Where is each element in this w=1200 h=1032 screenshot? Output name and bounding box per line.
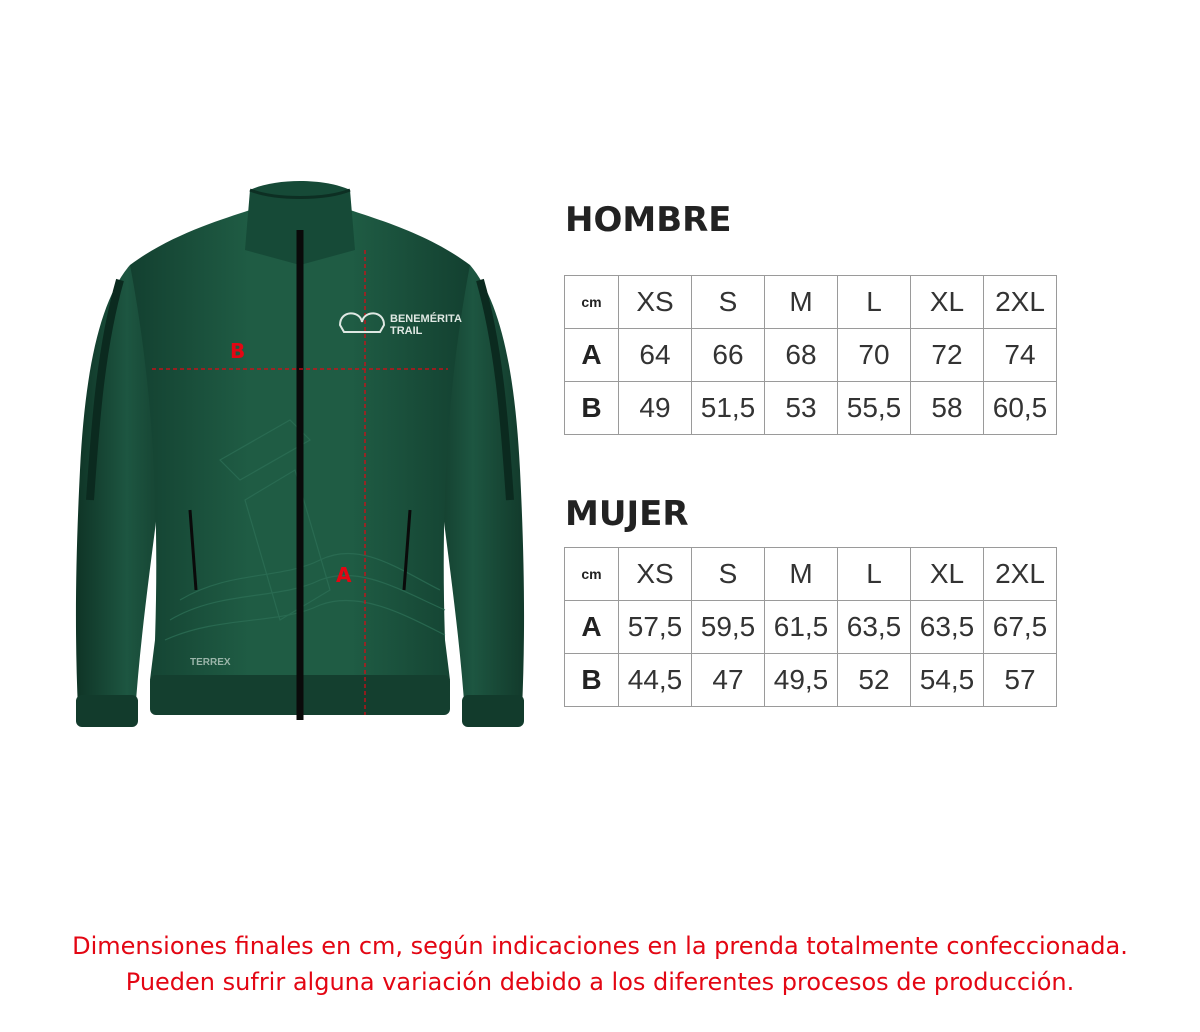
table-row	[565, 382, 1057, 435]
table-cell: 54,5	[911, 654, 984, 707]
table-cell: 47	[692, 654, 765, 707]
size-header: 2XL	[984, 548, 1057, 601]
section-title-mujer: MUJER	[565, 494, 689, 534]
measure-label-b: B	[230, 339, 246, 363]
size-header: XL	[911, 548, 984, 601]
table-cell: 49,5	[765, 654, 838, 707]
size-header: XS	[619, 548, 692, 601]
table-row	[565, 654, 1057, 707]
size-header: XL	[911, 276, 984, 329]
size-header: S	[692, 548, 765, 601]
size-header-row	[565, 548, 1057, 601]
table-cell: 68	[765, 329, 838, 382]
sleeve-logo: TERREX	[190, 657, 231, 668]
table-cell: 44,5	[619, 654, 692, 707]
left-cuff	[76, 695, 138, 727]
size-table-mujer	[564, 547, 1057, 707]
brand-text-1: BENEMÉRITA	[390, 313, 462, 325]
section-title-hombre: HOMBRE	[565, 200, 732, 240]
table-cell: 59,5	[692, 601, 765, 654]
table-cell: 64	[619, 329, 692, 382]
row-label: B	[565, 654, 619, 707]
table-cell: 67,5	[984, 601, 1057, 654]
size-table-hombre	[564, 275, 1057, 435]
row-label: B	[565, 382, 619, 435]
size-header: M	[765, 548, 838, 601]
row-label: A	[565, 601, 619, 654]
table-cell: 70	[838, 329, 911, 382]
size-header-row	[565, 276, 1057, 329]
size-header: L	[838, 548, 911, 601]
size-header: S	[692, 276, 765, 329]
size-header: 2XL	[984, 276, 1057, 329]
right-cuff	[462, 695, 524, 727]
table-cell: 58	[911, 382, 984, 435]
unit-label: cm	[565, 548, 619, 601]
size-header: M	[765, 276, 838, 329]
unit-label: cm	[565, 276, 619, 329]
table-cell: 57	[984, 654, 1057, 707]
table-cell: 57,5	[619, 601, 692, 654]
table-cell: 63,5	[838, 601, 911, 654]
jacket-image	[60, 170, 540, 750]
table-cell: 55,5	[838, 382, 911, 435]
row-label: A	[565, 329, 619, 382]
size-header: XS	[619, 276, 692, 329]
brand-text-2: TRAIL	[390, 325, 423, 337]
table-cell: 61,5	[765, 601, 838, 654]
table-row	[565, 601, 1057, 654]
footnote-line-1: Dimensiones finales en cm, según indicaciones en la prenda totalmente confeccionada.	[72, 932, 1128, 960]
table-row	[565, 329, 1057, 382]
footnote-line-2: Pueden sufrir alguna variación debido a los diferentes procesos de producción.	[125, 968, 1075, 996]
size-header: L	[838, 276, 911, 329]
table-cell: 60,5	[984, 382, 1057, 435]
table-cell: 52	[838, 654, 911, 707]
table-cell: 72	[911, 329, 984, 382]
table-cell: 63,5	[911, 601, 984, 654]
table-cell: 74	[984, 329, 1057, 382]
table-cell: 51,5	[692, 382, 765, 435]
table-cell: 49	[619, 382, 692, 435]
table-cell: 66	[692, 329, 765, 382]
measure-label-a: A	[336, 563, 352, 587]
table-cell: 53	[765, 382, 838, 435]
